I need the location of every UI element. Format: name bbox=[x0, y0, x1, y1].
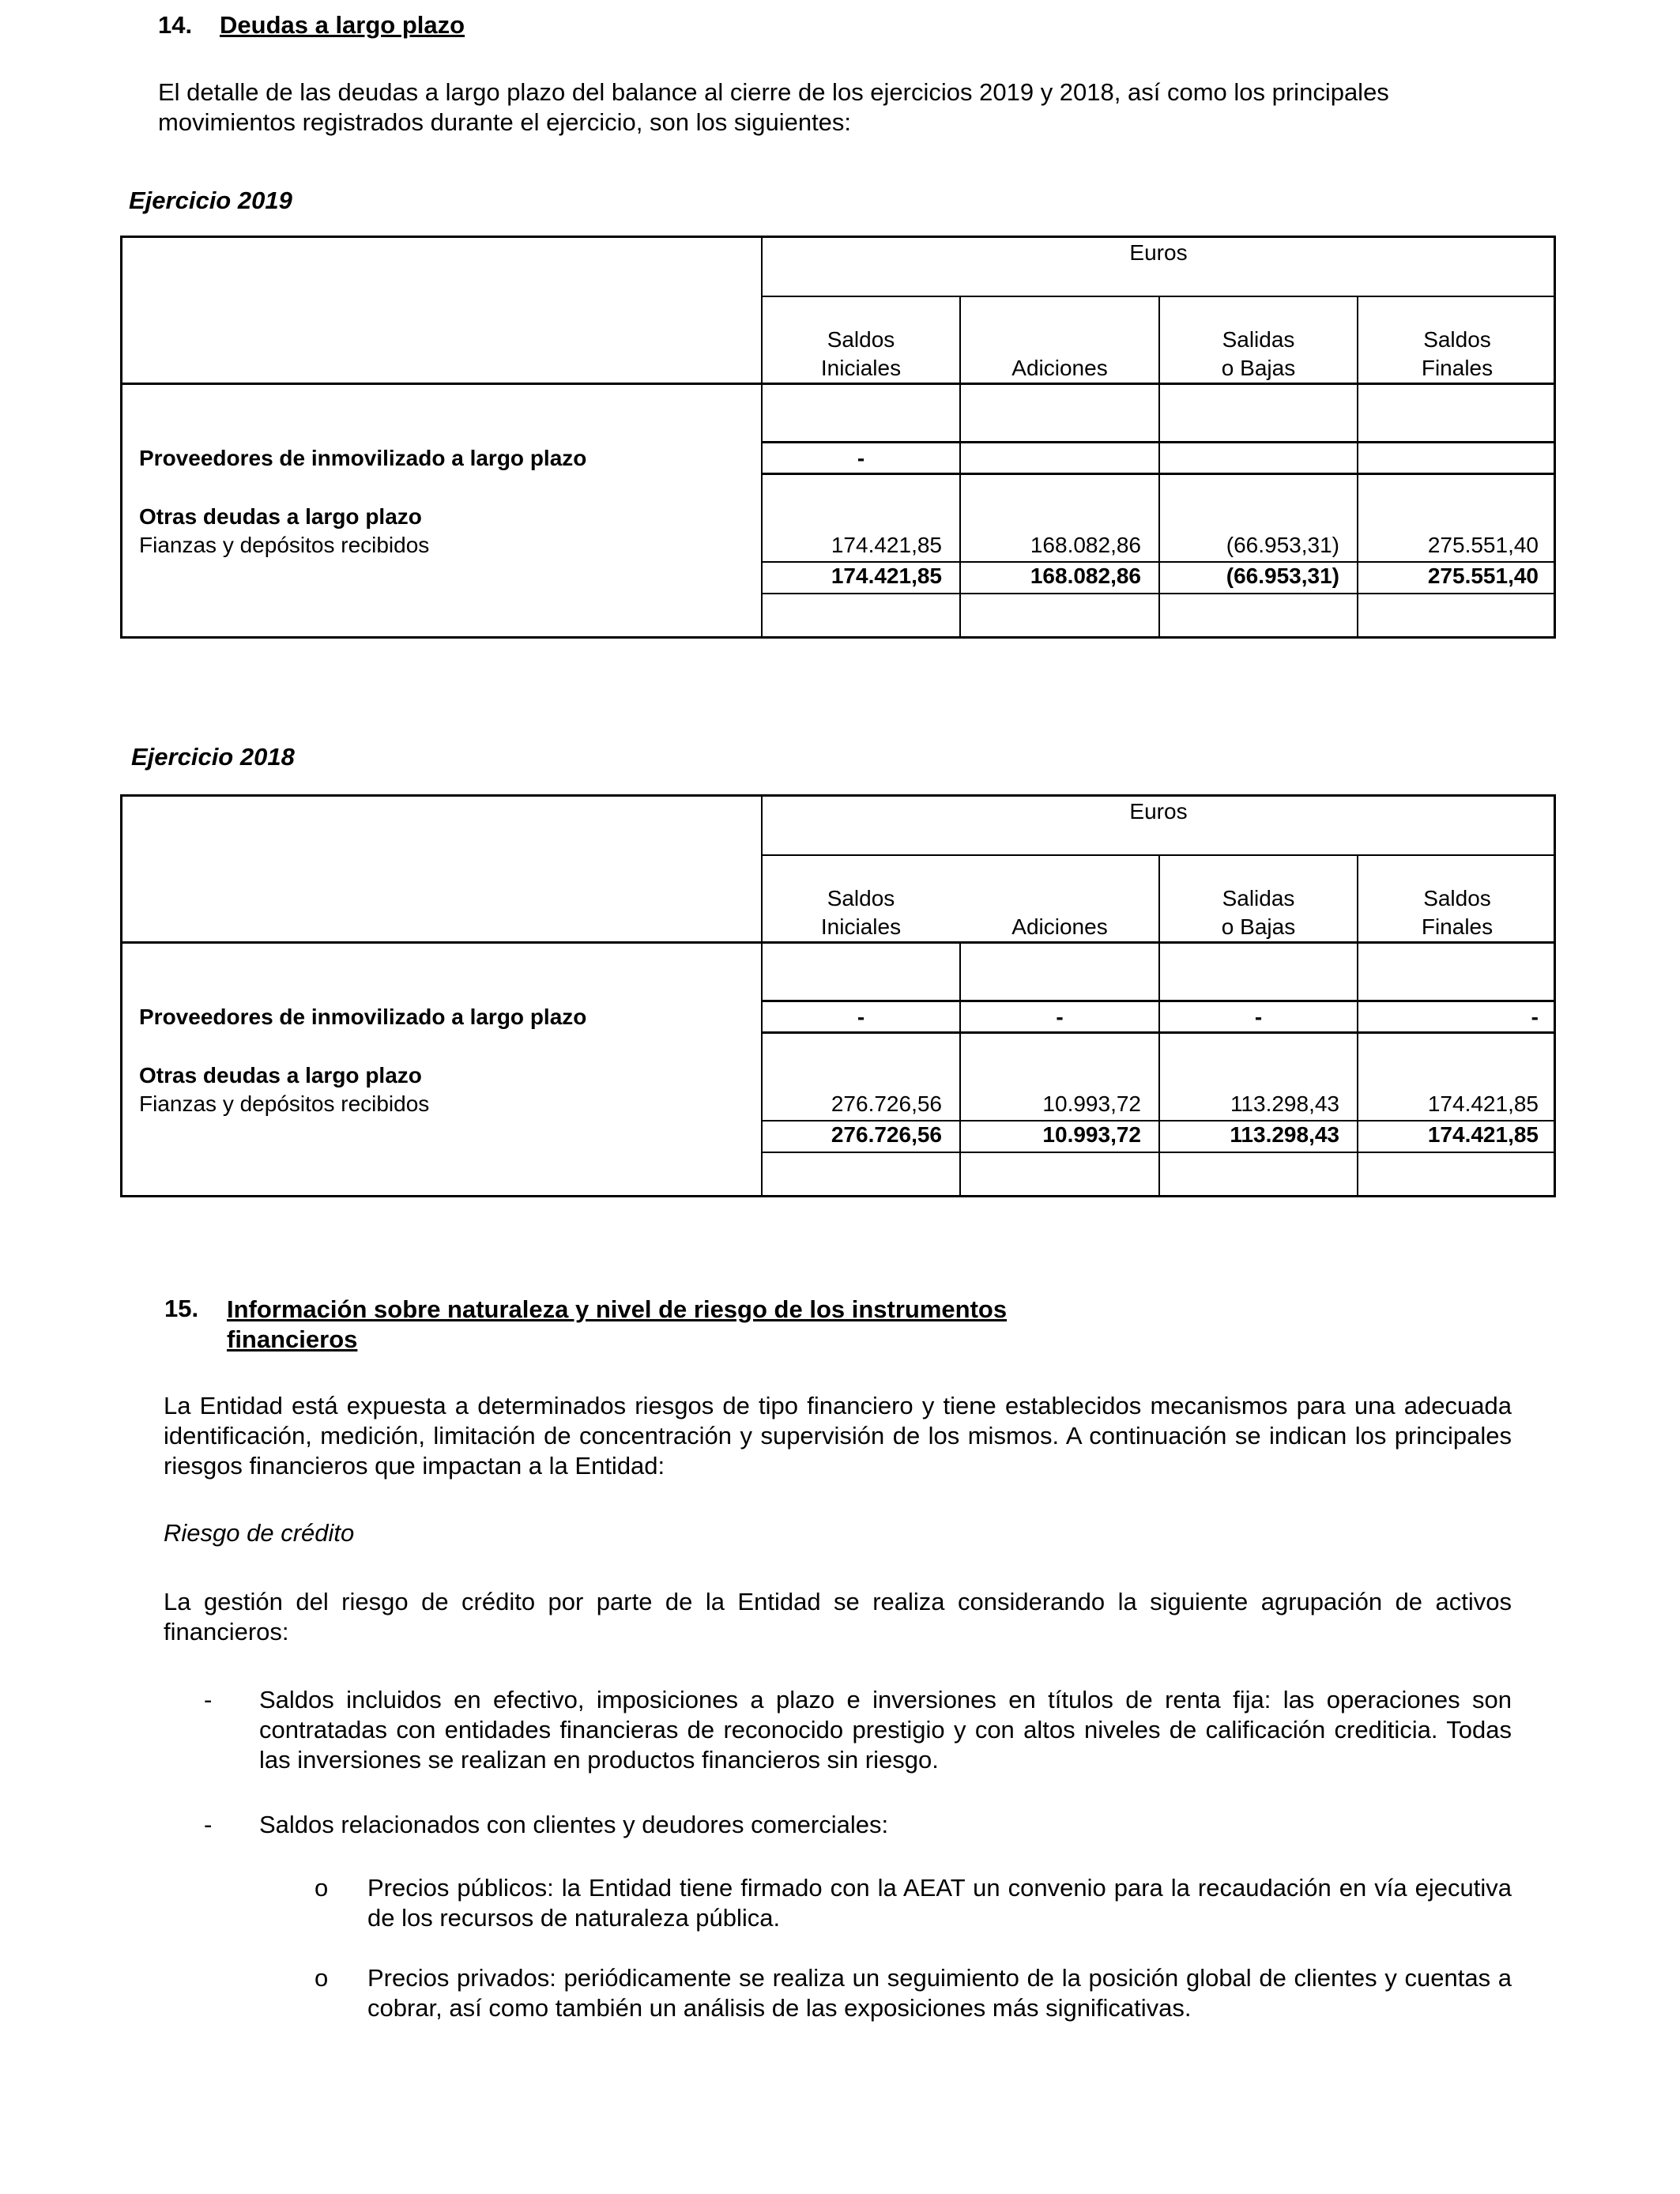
row-proveedores-v1: - bbox=[857, 446, 865, 470]
row-total-v1: 276.726,56 bbox=[831, 1122, 942, 1147]
row-proveedores-v1: - bbox=[857, 1005, 865, 1029]
row-fianzas-v1: 276.726,56 bbox=[831, 1091, 942, 1116]
row-fianzas-v2: 10.993,72 bbox=[1042, 1091, 1141, 1116]
row-proveedores-label: Proveedores de inmovilizado a largo plazo bbox=[139, 1005, 587, 1029]
section-15-title-line1: Información sobre naturaleza y nivel de riesgo de los instrumentos bbox=[227, 1295, 1008, 1323]
row-proveedores-v3: - bbox=[1254, 1005, 1263, 1029]
col-saldos-finales: Saldos Finales bbox=[1421, 886, 1494, 939]
section-14-number: 14. bbox=[158, 11, 193, 39]
table-2018-title: Ejercicio 2018 bbox=[131, 743, 295, 771]
subbullet-1-marker: o bbox=[315, 1874, 329, 1902]
row-proveedores-label: Proveedores de inmovilizado a largo plazo bbox=[139, 446, 587, 470]
row-proveedores-v2: - bbox=[1056, 1005, 1064, 1029]
table-2019 bbox=[120, 236, 1556, 639]
col-saldos-iniciales: Saldos Iniciales bbox=[820, 327, 902, 380]
section-15-title-line2: financieros bbox=[227, 1325, 358, 1353]
row-fianzas-v4: 174.421,85 bbox=[1427, 1091, 1539, 1116]
row-fianzas-label: Fianzas y depósitos recibidos bbox=[139, 533, 430, 557]
row-fianzas-v2: 168.082,86 bbox=[1030, 533, 1141, 557]
row-fianzas-v3: 113.298,43 bbox=[1230, 1091, 1339, 1116]
group-otras-deudas: Otras deudas a largo plazo bbox=[139, 504, 422, 529]
col-saldos-finales: Saldos Finales bbox=[1421, 327, 1494, 380]
row-fianzas-label: Fianzas y depósitos recibidos bbox=[139, 1091, 430, 1116]
col-adiciones: Adiciones bbox=[1011, 356, 1108, 380]
section-14-intro: El detalle de las deudas a largo plazo del balance al cierre de los ejercicios 2019 y 2018, así como los principales movimientos registrados durante el ejercicio, son los siguientes: bbox=[158, 78, 1389, 136]
header-euros: Euros bbox=[1129, 240, 1188, 265]
header-euros: Euros bbox=[1129, 799, 1188, 824]
row-fianzas-v1: 174.421,85 bbox=[831, 533, 942, 557]
section-15-intro: La Entidad está expuesta a determinados riesgos de tipo financiero y tiene establecidos mecanismos para una adecuada identificación, medición, limitación de concentración y supervisión de los mismos. A continuación se indican los principales riesgos financieros que impactan a la Entidad: bbox=[164, 1392, 1512, 1480]
row-total-v3: 113.298,43 bbox=[1230, 1122, 1339, 1147]
col-saldos-iniciales: Saldos Iniciales bbox=[820, 886, 902, 939]
subbullet-2-text: Precios privados: periódicamente se realiza un seguimiento de la posición global de clientes y cuentas a cobrar, así como también un análisis de las exposiciones más significativas. bbox=[367, 1964, 1512, 2022]
row-fianzas-v3: (66.953,31) bbox=[1226, 533, 1339, 557]
subbullet-1-text: Precios públicos: la Entidad tiene firmado con la AEAT un convenio para la recaudación en vía ejecutiva de los recursos de naturaleza pública. bbox=[367, 1874, 1512, 1932]
col-salidas-bajas: Salidas o Bajas bbox=[1221, 886, 1296, 939]
col-adiciones: Adiciones bbox=[1011, 914, 1108, 939]
row-proveedores-v4: - bbox=[1531, 1005, 1539, 1029]
credit-risk-subheading: Riesgo de crédito bbox=[164, 1519, 355, 1547]
row-total-v3: (66.953,31) bbox=[1226, 564, 1339, 588]
table-2018 bbox=[120, 794, 1556, 1197]
section-15-title bbox=[227, 1295, 1007, 1355]
group-otras-deudas: Otras deudas a largo plazo bbox=[139, 1063, 422, 1088]
subbullet-2-marker: o bbox=[315, 1964, 329, 1992]
bullet-1-marker: - bbox=[204, 1686, 213, 1713]
row-total-v2: 168.082,86 bbox=[1030, 564, 1141, 588]
row-total-v4: 174.421,85 bbox=[1427, 1122, 1539, 1147]
row-total-v2: 10.993,72 bbox=[1042, 1122, 1141, 1147]
row-total-v1: 174.421,85 bbox=[831, 564, 942, 588]
section-14-title: Deudas a largo plazo bbox=[220, 11, 465, 39]
col-salidas-bajas: Salidas o Bajas bbox=[1221, 327, 1296, 380]
section-15-number: 15. bbox=[164, 1295, 199, 1322]
bullet-2-marker: - bbox=[204, 1811, 213, 1838]
bullet-1-text: Saldos incluidos en efectivo, imposiciones a plazo e inversiones en títulos de renta fija: las operaciones son contratadas con entidades financieras de reconocido prestigio y con altos niveles de calificación crediticia. Todas las inversiones se realizan en productos financieros sin riesgo. bbox=[259, 1686, 1512, 1774]
credit-risk-intro: La gestión del riesgo de crédito por parte de la Entidad se realiza considerando la siguiente agrupación de activos financieros: bbox=[164, 1588, 1512, 1646]
row-fianzas-v4: 275.551,40 bbox=[1427, 533, 1539, 557]
row-total-v4: 275.551,40 bbox=[1427, 564, 1539, 588]
bullet-2-text: Saldos relacionados con clientes y deudores comerciales: bbox=[259, 1811, 889, 1838]
table-2019-title: Ejercicio 2019 bbox=[129, 187, 292, 214]
